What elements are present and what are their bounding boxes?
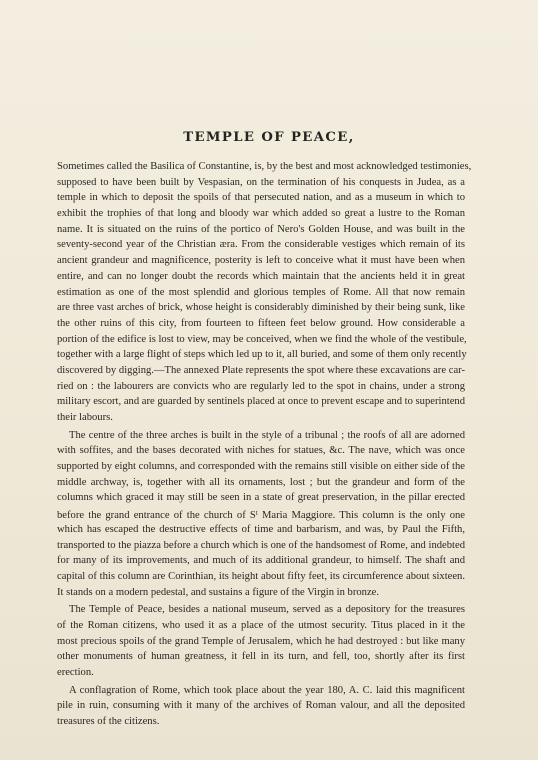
- text-line: other monuments of human greatness, it fell in its turn, and fell, too, shortly after its first: [57, 651, 465, 663]
- text-line: supposed to have been built by Vespasian, on the termination of his conquests in Judea, as a: [57, 176, 465, 188]
- text-line: with soffites, and the bases decorated with niches for statues, &c. The nave, which was once: [57, 445, 465, 457]
- text-line: exhibit the trophies of that long and bloody war which added so great a lustre to the Roman: [57, 208, 465, 220]
- text-line: pile in ruin, consuming with it many of the archives of Roman valour, and all the deposited: [57, 700, 465, 712]
- page-title: TEMPLE OF PEACE,: [183, 130, 355, 145]
- text-line: their labours.: [57, 412, 113, 423]
- paragraph-3: [57, 602, 465, 680]
- text-line: erection.: [57, 667, 94, 678]
- text-line: The centre of the three arches is built in the style of a tribunal ; the roofs of all are adorned: [69, 429, 465, 441]
- text-fragment: before the grand entrance of the church of S: [57, 510, 256, 522]
- text-fragment: Maria Maggiore. This column is the only one: [257, 510, 465, 522]
- text-line-with-superscript: [57, 506, 465, 522]
- paragraph-4: [57, 683, 465, 730]
- text-line: middle archway, is, together with all its ornaments, lost ; but the grandeur and form of the: [57, 476, 465, 488]
- text-line: most precious spoils of the grand Temple of Jerusalem, which he had destroyed : but like many: [57, 635, 465, 647]
- text-line: ancient grandeur and magnificence, posterity is left to conceive what it must have been when: [57, 255, 465, 267]
- text-line: which has escaped the destructive effects of time and barbarism, and was, by Paul the Fifth,: [57, 523, 465, 535]
- text-line: for many of its improvements, and much of its additional grandeur, to himself. The shaft and: [57, 555, 465, 567]
- text-line: It stands on a modern pedestal, and sustains a figure of the Virgin in bronze.: [57, 586, 380, 598]
- text-line: Sometimes called the Basilica of Constantine, is, by the best and most acknowledged testimonies,: [57, 161, 472, 172]
- text-line: the other ruins of this city, from fourteen to fifteen feet below ground. How considerable a: [57, 317, 465, 329]
- text-line: supported by eight columns, and corresponded with the remains still visible on either side of the: [57, 461, 465, 473]
- text-line: of the Roman citizens, who used it as a place of the utmost security. Titus placed in it the: [57, 619, 465, 631]
- text-line: transported to the piazza before a church which is one of the handsomest of Rome, and indebted: [57, 539, 465, 551]
- text-line: entire, and can no longer doubt the records which maintain that the ancients held it in great: [57, 270, 465, 282]
- text-line: treasures of the citizens.: [57, 716, 160, 728]
- text-line: discovered by digging.—The annexed Plate represents the spot where these excavations are car-: [57, 364, 465, 376]
- text-line: columns which graced it may still be seen in a state of great preservation, in the pillar erected: [57, 492, 465, 504]
- text-line: capital of this column are Corinthian, its height about fifty feet, its circumference about sixteen.: [57, 570, 465, 582]
- text-line: military escort, and are guarded by sentinels placed at once to prevent escape and to superintend: [57, 396, 465, 408]
- paragraph-2: [57, 428, 465, 601]
- paragraph-1: [57, 159, 472, 426]
- text-line: estimation as one of the most splendid and glorious temples of Rome. All that now remain: [57, 286, 465, 298]
- text-line: A conflagration of Rome, which took place about the year 180, A. C. laid this magnificent: [69, 684, 465, 696]
- text-line: together with a large flight of steps which led up to it, all buried, and some of them only recently: [57, 349, 467, 361]
- text-line: temple in which to deposit the spoils of that persecuted nation, and as a museum in which to: [57, 192, 465, 204]
- superscript: t: [255, 509, 258, 518]
- text-line: The Temple of Peace, besides a national museum, served as a depository for the treasures: [69, 604, 465, 616]
- text-line: are three vast arches of brick, whose height is considerably diminished by their being sunk, like: [57, 302, 465, 314]
- text-line: seventy-second year of the Christian æra. From the considerable vestiges which remain of its: [57, 239, 465, 251]
- text-line: name. It is situated on the ruins of the portico of Nero's Golden House, and was built in the: [57, 223, 465, 235]
- body-text: [57, 159, 472, 730]
- text-line: portion of the edifice is lost to view, may be conceived, when we find the whole of the vestibule,: [57, 333, 467, 345]
- text-line: ried on : the labourers are convicts who are regularly led to the spot in chains, under a strong: [57, 380, 465, 392]
